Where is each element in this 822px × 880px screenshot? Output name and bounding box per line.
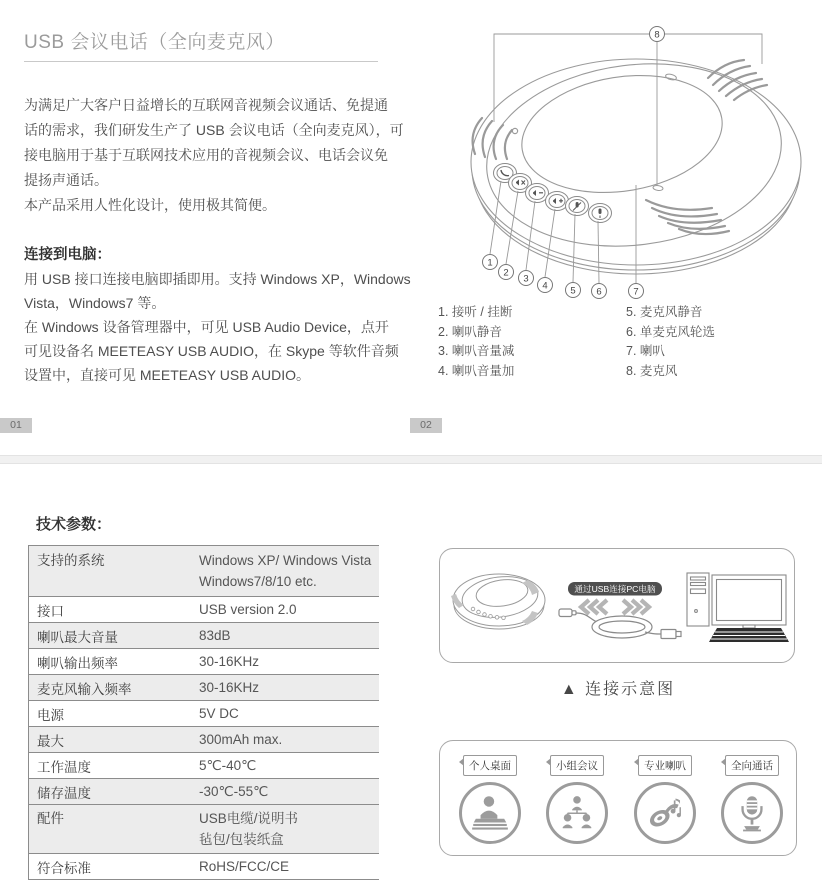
intro-line: 本产品采用人性化设计，使用极其简便。: [24, 197, 276, 213]
mic-button-icon: [589, 204, 612, 223]
spec-label: 最大: [37, 733, 64, 749]
legend-item: 5. 麦克风静音: [626, 305, 703, 319]
legend-item: 7. 喇叭: [626, 344, 665, 358]
usecase-group-meeting: [537, 755, 617, 844]
spec-label: 麦克风输入频率: [37, 681, 132, 697]
legend-item: 1. 接听 / 挂断: [438, 305, 513, 319]
mini-device-icon: [451, 573, 545, 629]
volume-down-button-icon: [526, 184, 549, 203]
usb-cable-icon: [559, 609, 681, 639]
connect-line: 设置中，直接可见 MEETEASY USB AUDIO。: [24, 367, 311, 383]
callout-7: 7: [633, 286, 639, 298]
mic-mute-button-icon: [566, 197, 589, 216]
connection-caption: ▲ 连接示意图: [560, 681, 676, 698]
person-desk-icon: [459, 782, 521, 844]
specs-title: 技术参数：: [36, 516, 112, 533]
device-diagram: [412, 0, 822, 302]
spec-label: 工作温度: [37, 759, 91, 775]
usecase-pro-speaker: [625, 755, 705, 844]
usecase-tag: 小组会议: [550, 755, 604, 776]
spec-value: 5℃-40℃: [199, 757, 257, 773]
usecase-tag: 全向通话: [725, 755, 779, 776]
spec-value: 300mAh max.: [199, 732, 283, 747]
callout-3: 3: [523, 273, 529, 285]
table-row: [29, 727, 379, 753]
callout-4: 4: [542, 280, 548, 292]
spec-value: 83dB: [199, 628, 231, 643]
computer-icon: [687, 573, 789, 642]
spec-value: USB version 2.0: [199, 602, 297, 617]
table-row: [29, 546, 379, 597]
connect-paragraph: [24, 267, 411, 387]
callout-2: 2: [503, 267, 509, 279]
connect-line: Vista，Windows7 等。: [24, 295, 166, 311]
table-row: [29, 701, 379, 727]
transfer-arrows-icon: [581, 600, 649, 614]
page-number-badge-01: 01: [0, 418, 32, 433]
table-row: [29, 753, 379, 779]
spec-label: 支持的系统: [37, 553, 105, 568]
button-legend-right: [626, 303, 816, 381]
spec-label: 电源: [37, 707, 64, 723]
spec-value: USB电缆/说明书 毡包/包装纸盒: [199, 811, 299, 847]
button-legend-left: [438, 303, 628, 381]
intro-line: 提扬声通话。: [24, 172, 108, 188]
page-title: USB 会议电话（全向麦克风）: [24, 32, 285, 53]
intro-paragraph: [24, 93, 404, 218]
callout-1: 1: [487, 257, 493, 269]
spec-label: 喇叭输出频率: [37, 655, 118, 671]
table-row: [29, 597, 379, 623]
spec-label: 符合标准: [37, 860, 91, 876]
microphone-icon: [721, 782, 783, 844]
page-number-badge-02: 02: [410, 418, 442, 433]
legend-item: 4. 喇叭音量加: [438, 363, 515, 378]
callout-6: 6: [596, 286, 602, 298]
usecase-tag: 专业喇叭: [638, 755, 692, 776]
speaker-music-icon: [634, 782, 696, 844]
spec-value: 5V DC: [199, 706, 239, 721]
table-row: [29, 649, 379, 675]
usecase-box: [439, 740, 797, 856]
connect-line: 在 Windows 设备管理器中，可见 USB Audio Device，点开: [24, 319, 389, 335]
connect-line: 用 USB 接口连接电脑即插即用。支持 Windows XP，Windows: [24, 271, 411, 287]
legend-item: 2. 喇叭静音: [438, 324, 502, 339]
table-row: [29, 854, 379, 880]
table-row: [29, 805, 379, 854]
connection-illustration: [440, 549, 793, 661]
spec-value: 30-16KHz: [199, 654, 260, 669]
spec-value: 30-16KHz: [199, 680, 260, 695]
legend-item: 8. 麦克风: [626, 363, 678, 378]
table-row: [29, 623, 379, 649]
usb-connect-label: [568, 582, 662, 596]
legend-item: 3. 喇叭音量减: [438, 344, 515, 358]
intro-line: 话的需求，我们研发生产了 USB 会议电话（全向麦克风），可: [24, 122, 404, 138]
svg-text:通过USB连接PC电脑: 通过USB连接PC电脑: [574, 583, 656, 594]
intro-line: 为满足广大客户日益增长的互联网音视频会议通话、免提通: [24, 97, 388, 113]
spec-value: -30℃-55℃: [199, 783, 269, 799]
section-divider: [0, 455, 822, 464]
usecase-personal-desktop: [450, 755, 530, 844]
spec-label: 喇叭最大音量: [37, 629, 118, 645]
intro-line: 接电脑用于基于互联网技术应用的音视频会议、电话会议免: [24, 147, 388, 163]
connect-line: 可见设备名 MEETEASY USB AUDIO，在 Skype 等软件音频: [24, 343, 399, 359]
title-divider: [24, 61, 378, 62]
volume-up-button-icon: [546, 192, 569, 211]
table-row: [29, 779, 379, 805]
legend-item: 6. 单麦克风轮选: [626, 324, 715, 339]
usecase-omni-call: [712, 755, 792, 844]
spec-label: 接口: [37, 603, 64, 619]
spec-value: RoHS/FCC/CE: [199, 859, 290, 874]
table-row: [29, 675, 379, 701]
usecase-tag: 个人桌面: [463, 755, 517, 776]
specs-table: [28, 545, 379, 880]
callout-8: 8: [654, 29, 660, 41]
connection-diagram: [439, 548, 795, 663]
spec-value: Windows XP/ Windows Vista Windows7/8/10 etc.: [199, 553, 372, 589]
spec-label: 配件: [37, 811, 64, 826]
callout-5: 5: [570, 285, 576, 297]
group-meeting-icon: [546, 782, 608, 844]
spec-label: 储存温度: [37, 785, 91, 801]
connect-heading: 连接到电脑：: [24, 247, 111, 263]
